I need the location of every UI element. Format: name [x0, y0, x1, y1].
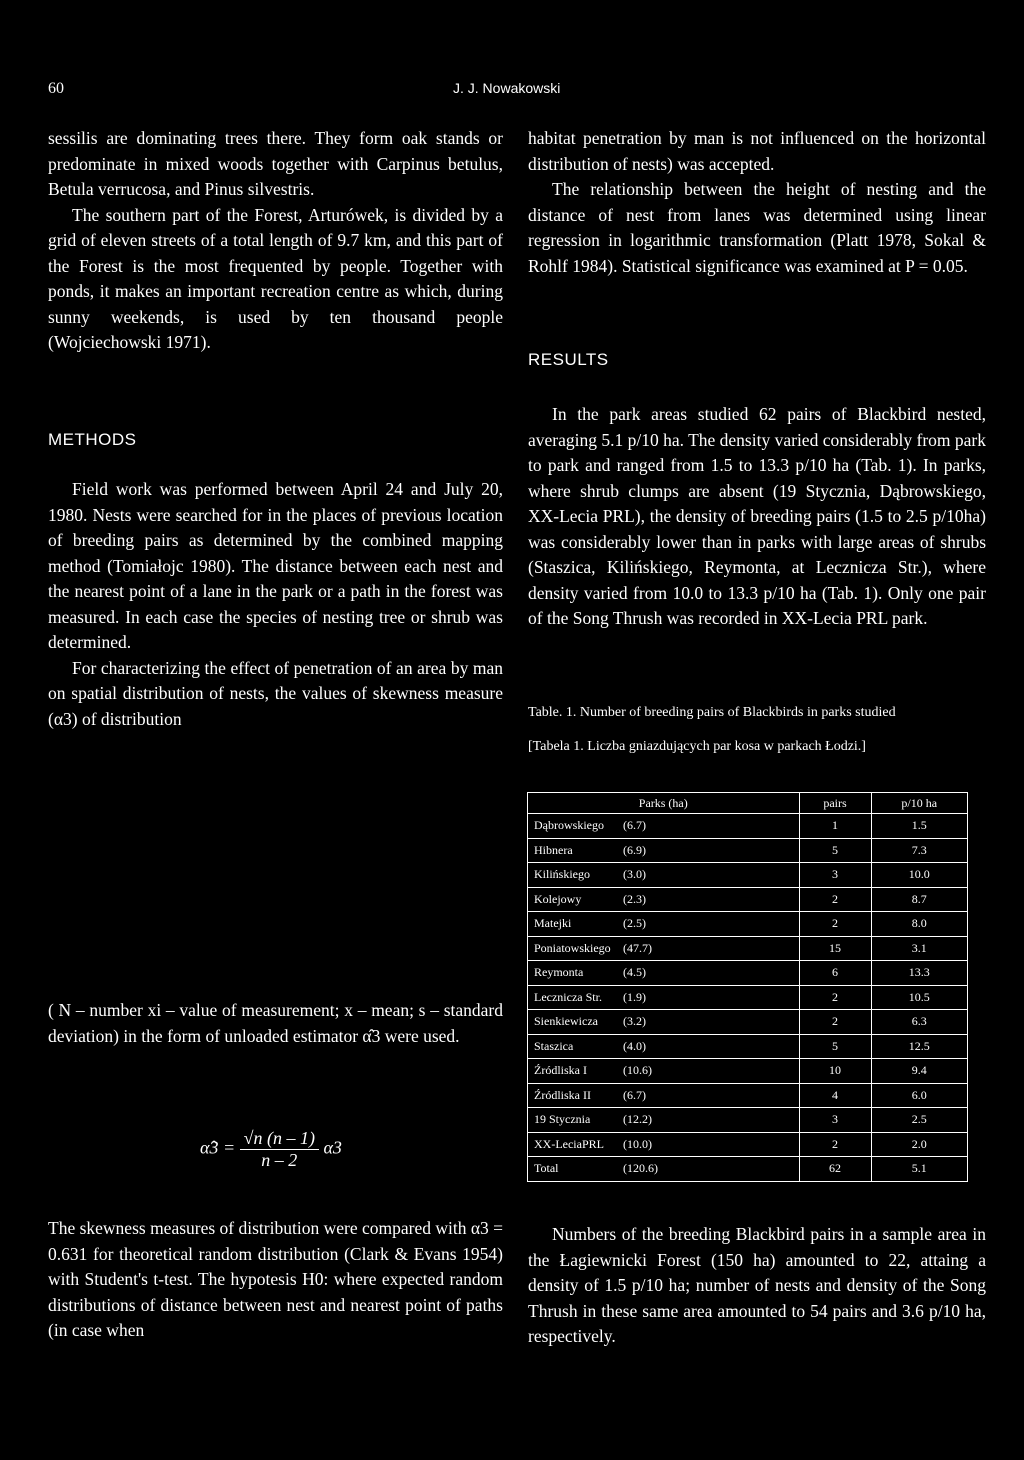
park-name: Matejki	[534, 916, 572, 931]
park-area: (6.7)	[623, 818, 646, 833]
table-total-row	[528, 1157, 968, 1182]
park-name: Źródliska I	[534, 1063, 587, 1078]
page-number: 60	[48, 80, 64, 97]
cell-pairs: 2	[799, 887, 871, 912]
cell-density: 8.7	[871, 887, 967, 912]
park-name: Lecznicza Str.	[534, 989, 602, 1004]
park-area: (6.7)	[623, 1087, 646, 1102]
cell-density: 8.0	[871, 912, 967, 937]
formula-denominator: n – 2	[261, 1150, 298, 1170]
cell-density: 9.4	[871, 1059, 967, 1084]
cell-park	[528, 814, 800, 839]
cell-pairs: 3	[799, 1108, 871, 1133]
cell-density: 13.3	[871, 961, 967, 986]
table-row	[528, 961, 968, 986]
cell-pairs: 2	[799, 985, 871, 1010]
right-paragraph-2: The relationship between the height of nesting and the distance of nest from lanes was determined using linear regression in logarithmic transformation (Platt 1978, Sokal & Rohlf 1984). Statistical significance was examined at P = 0.05.	[528, 179, 986, 276]
left-paragraph-1: sessilis are dominating trees there. They form oak stands or predominate in mixed woods together with Carpinus betulus, Betula verrucosa, and Pinus silvestris.	[48, 128, 503, 199]
table-row	[528, 1083, 968, 1108]
cell-density: 2.5	[871, 1108, 967, 1133]
cell-density: 10.0	[871, 863, 967, 888]
formula-fraction	[240, 1128, 319, 1171]
cell-pairs: 2	[799, 912, 871, 937]
cell-density: 10.5	[871, 985, 967, 1010]
table-caption: Table. 1. Number of breeding pairs of Blackbirds in parks studied	[528, 705, 896, 720]
cell-park	[528, 1010, 800, 1035]
cell-park	[528, 1034, 800, 1059]
left-bottom-text: The skewness measures of distribution were compared with α3 = 0.631 for theoretical random distribution (Clark & Evans 1954) with Student's t-test. The hypotesis H0: where expected random distributions of distance between nest and nearest point of paths (in case when	[48, 1218, 503, 1340]
cell-density: 1.5	[871, 814, 967, 839]
cell-pairs: 5	[799, 1034, 871, 1059]
cell-park	[528, 1157, 800, 1182]
park-name: Hibnera	[534, 842, 573, 857]
park-name: Źródliska II	[534, 1087, 591, 1102]
park-name: XX-LeciaPRL	[534, 1136, 604, 1151]
cell-pairs: 6	[799, 961, 871, 986]
table-header-row	[528, 793, 968, 814]
park-area: (6.9)	[623, 842, 646, 857]
table-row	[528, 838, 968, 863]
header-density: p/10 ha	[871, 793, 967, 814]
table-row	[528, 936, 968, 961]
park-area: (4.0)	[623, 1038, 646, 1053]
table-row	[528, 1108, 968, 1133]
cell-density: 6.0	[871, 1083, 967, 1108]
cell-park	[528, 838, 800, 863]
cell-park	[528, 1108, 800, 1133]
cell-park	[528, 1083, 800, 1108]
right-bottom-text: Numbers of the breeding Blackbird pairs in a sample area in the Łagiewnicki Forest (150 ha) amounted to 22, attaing a density of 1.5 p/10 ha; number of nests and density of the Song Thrush in these same area amounted to 54 pairs and 3.6 p/10 ha, respectively.	[528, 1224, 986, 1346]
table-body	[528, 814, 968, 1182]
cell-density: 2.0	[871, 1132, 967, 1157]
cell-density: 5.1	[871, 1157, 967, 1182]
park-name: Dąbrowskiego	[534, 818, 604, 833]
formula-rhs: α3	[323, 1137, 342, 1158]
parks-table	[527, 792, 968, 1182]
park-name: Sienkiewicza	[534, 1014, 598, 1029]
left-paragraph-2: The southern part of the Forest, Arturówek, is divided by a grid of eleven streets of a total length of 9.7 km, and this part of the Forest is the most frequented by people. Together with ponds, it makes an important recreation centre as which, during sunny weekends, is used by ten thousand people (Wojciechowski 1971).	[48, 204, 503, 352]
park-area: (3.2)	[623, 1014, 646, 1029]
methods-heading: METHODS	[48, 430, 137, 449]
cell-park	[528, 887, 800, 912]
cell-pairs: 15	[799, 936, 871, 961]
right-column-top	[528, 126, 986, 279]
running-author: J. J. Nowakowski	[453, 80, 561, 96]
left-column-top	[48, 126, 503, 356]
park-name: Total	[534, 1161, 559, 1176]
table-row	[528, 1132, 968, 1157]
table-row	[528, 814, 968, 839]
table-row	[528, 985, 968, 1010]
cell-park	[528, 1132, 800, 1157]
park-area: (12.2)	[623, 1112, 652, 1127]
cell-park	[528, 912, 800, 937]
header-pairs: pairs	[799, 793, 871, 814]
park-name: Reymonta	[534, 965, 584, 980]
park-area: (2.5)	[623, 916, 646, 931]
cell-pairs: 3	[799, 863, 871, 888]
header-parks: Parks (ha)	[528, 793, 800, 814]
table-row	[528, 912, 968, 937]
formula-numerator: √n (n – 1)	[240, 1128, 319, 1150]
park-area: (4.5)	[623, 965, 646, 980]
cell-park	[528, 863, 800, 888]
table-row	[528, 1059, 968, 1084]
park-area: (10.6)	[623, 1063, 652, 1078]
cell-pairs: 5	[799, 838, 871, 863]
table-row	[528, 863, 968, 888]
methods-paragraph-2: For characterizing the effect of penetration of an area by man on spatial distribution of nests, the values of skewness measure (α3) of distribution	[48, 657, 503, 729]
cell-pairs: 1	[799, 814, 871, 839]
park-name: Kilińskiego	[534, 867, 590, 882]
park-area: (3.0)	[623, 867, 646, 882]
cell-pairs: 10	[799, 1059, 871, 1084]
park-area: (120.6)	[623, 1161, 658, 1176]
cell-park	[528, 985, 800, 1010]
definitions-text: ( N – number xi – value of measurement; x – mean; s – standard deviation) in the form of unloaded estimator α̂3 were used.	[48, 1000, 503, 1046]
table-row	[528, 1034, 968, 1059]
park-name: Poniatowskiego	[534, 940, 611, 955]
park-name: Staszica	[534, 1038, 574, 1053]
cell-density: 3.1	[871, 936, 967, 961]
results-heading: RESULTS	[528, 350, 609, 369]
park-area: (10.0)	[623, 1136, 652, 1151]
park-name: 19 Stycznia	[534, 1112, 591, 1127]
cell-pairs: 62	[799, 1157, 871, 1182]
cell-pairs: 2	[799, 1010, 871, 1035]
results-paragraph: In the park areas studied 62 pairs of Blackbird nested, averaging 5.1 p/10 ha. The density varied considerably from park to park and ranged from 1.5 to 13.3 p/10 ha (Tab. 1). In parks, where shrub clumps are absent (19 Stycznia, Dąbrowskiego, XX-Lecia PRL), the density of breeding pairs (1.5 to 2.5 p/10ha) was considerably lower than in parks with large areas of shrubs (Staszica, Kilińskiego, Reymonta, at Lecznicza Str.), where density varied from 10.0 to 13.3 p/10 ha (Tab. 1). Only one pair of the Song Thrush was recorded in XX-Lecia PRL park.	[528, 404, 986, 628]
skewness-formula	[200, 1128, 342, 1171]
park-area: (1.9)	[623, 989, 646, 1004]
cell-park	[528, 961, 800, 986]
cell-park	[528, 936, 800, 961]
park-name: Kolejowy	[534, 891, 582, 906]
cell-density: 6.3	[871, 1010, 967, 1035]
formula-lhs: α̂3 =	[200, 1137, 236, 1158]
table-row	[528, 1010, 968, 1035]
cell-density: 12.5	[871, 1034, 967, 1059]
park-area: (47.7)	[623, 940, 652, 955]
park-area: (2.3)	[623, 891, 646, 906]
right-paragraph-1: habitat penetration by man is not influenced on the horizontal distribution of nests) was accepted.	[528, 128, 986, 174]
methods-paragraph-1: Field work was performed between April 24 and July 20, 1980. Nests were searched for in the places of previous location of breeding pairs as determined by the combined mapping method (Tomiałojc 1980). The distance between each nest and the nearest point of a lane in the park or a path in the forest was measured. In each case the species of nesting tree or shrub was determined.	[48, 479, 503, 652]
cell-pairs: 4	[799, 1083, 871, 1108]
table-caption-polish: [Tabela 1. Liczba gniazdujących par kosa w parkach Łodzi.]	[528, 739, 866, 754]
cell-park	[528, 1059, 800, 1084]
cell-pairs: 2	[799, 1132, 871, 1157]
table-row	[528, 887, 968, 912]
methods-body	[48, 477, 503, 732]
cell-density: 7.3	[871, 838, 967, 863]
